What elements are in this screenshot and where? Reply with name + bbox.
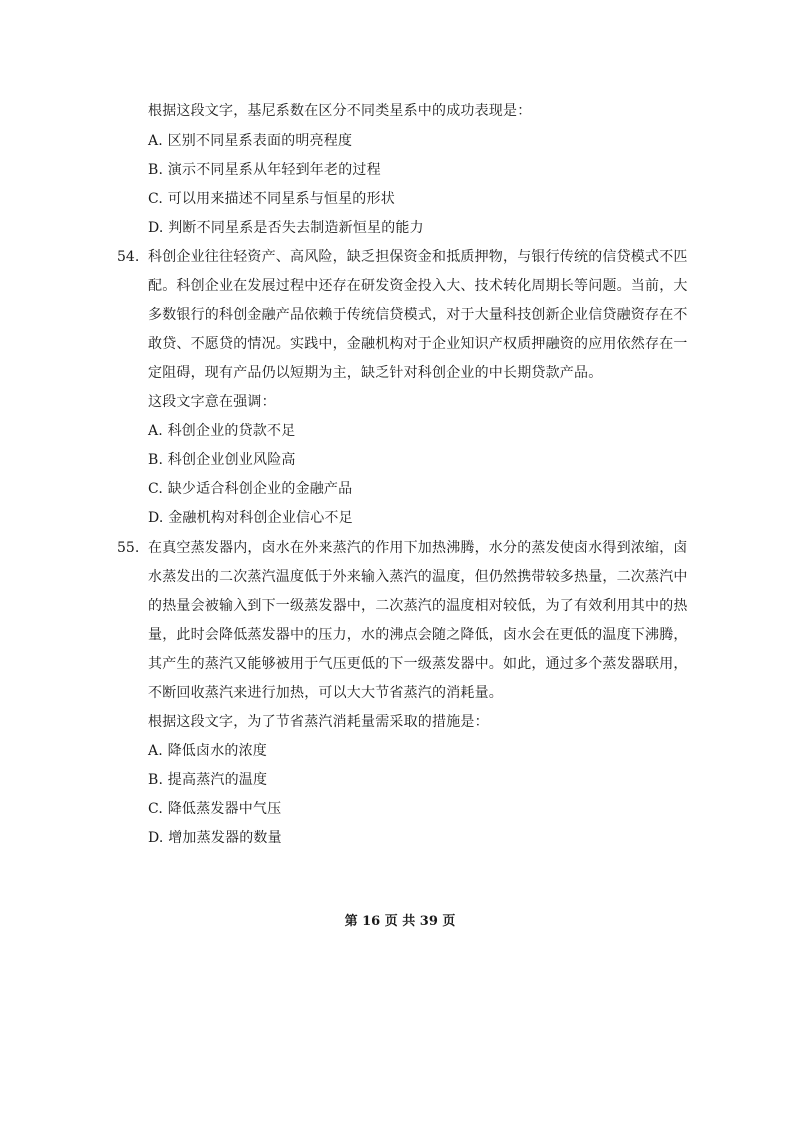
passage-line: 在真空蒸发器内，卤水在外来蒸汽的作用下加热沸腾，水分的蒸发使卤水得到浓缩，卤 xyxy=(148,540,688,556)
passage-line: 多数银行的科创金融产品依赖于传统信贷模式，对于大量科技创新企业信贷融资存在不 xyxy=(148,307,688,323)
passage-line: 定阻碍，现有产品仍以短期为主，缺乏针对科创企业的中长期贷款产品。 xyxy=(148,365,603,381)
passage-line: 的热量会被输入到下一级蒸发器中，二次蒸汽的温度相对较低，为了有效利用其中的热 xyxy=(148,598,688,614)
option-a: A. 区别不同星系表面的明亮程度 xyxy=(148,133,353,149)
option-c: C. 降低蒸发器中气压 xyxy=(148,801,282,817)
passage-line: 科创企业往往轻资产、高风险，缺乏担保资金和抵质押物，与银行传统的信贷模式不匹 xyxy=(148,249,688,265)
option-a: A. 科创企业的贷款不足 xyxy=(148,423,296,439)
page-number-footer: 第 16 页 共 39 页 xyxy=(344,914,456,929)
passage-line: 水蒸发出的二次蒸汽温度低于外来输入蒸汽的温度，但仍然携带较多热量，二次蒸汽中 xyxy=(148,569,688,585)
option-d: D. 金融机构对科创企业信心不足 xyxy=(148,510,353,526)
option-d: D. 增加蒸发器的数量 xyxy=(148,830,282,846)
passage-line: 其产生的蒸汽又能够被用于气压更低的下一级蒸发器中。如此，通过多个蒸发器联用， xyxy=(148,656,688,672)
passage-line: 不断回收蒸汽来进行加热，可以大大节省蒸汽的消耗量。 xyxy=(148,685,503,701)
passage-line: 敢贷、不愿贷的情况。实践中，金融机构对于企业知识产权质押融资的应用依然存在一 xyxy=(148,336,688,352)
option-a: A. 降低卤水的浓度 xyxy=(148,743,268,759)
option-b: B. 演示不同星系从年轻到年老的过程 xyxy=(148,162,381,178)
option-b: B. 科创企业创业风险高 xyxy=(148,452,296,468)
question-number: 54. xyxy=(117,249,140,265)
passage-line: 配。科创企业在发展过程中还存在研发资金投入大、技术转化周期长等问题。当前，大 xyxy=(148,278,688,294)
question-stem: 这段文字意在强调： xyxy=(148,394,276,410)
question-stem: 根据这段文字，为了节省蒸汽消耗量需采取的措施是： xyxy=(148,714,489,730)
option-c: C. 可以用来描述不同星系与恒星的形状 xyxy=(148,191,395,207)
question-stem: 根据这段文字，基尼系数在区分不同类星系中的成功表现是： xyxy=(148,103,532,119)
question-number: 55. xyxy=(117,540,140,556)
passage-line: 量，此时会降低蒸发器中的压力，水的沸点会随之降低，卤水会在更低的温度下沸腾， xyxy=(148,627,688,643)
option-d: D. 判断不同星系是否失去制造新恒星的能力 xyxy=(148,220,424,236)
option-b: B. 提高蒸汽的温度 xyxy=(148,772,268,788)
option-c: C. 缺少适合科创企业的金融产品 xyxy=(148,481,353,497)
